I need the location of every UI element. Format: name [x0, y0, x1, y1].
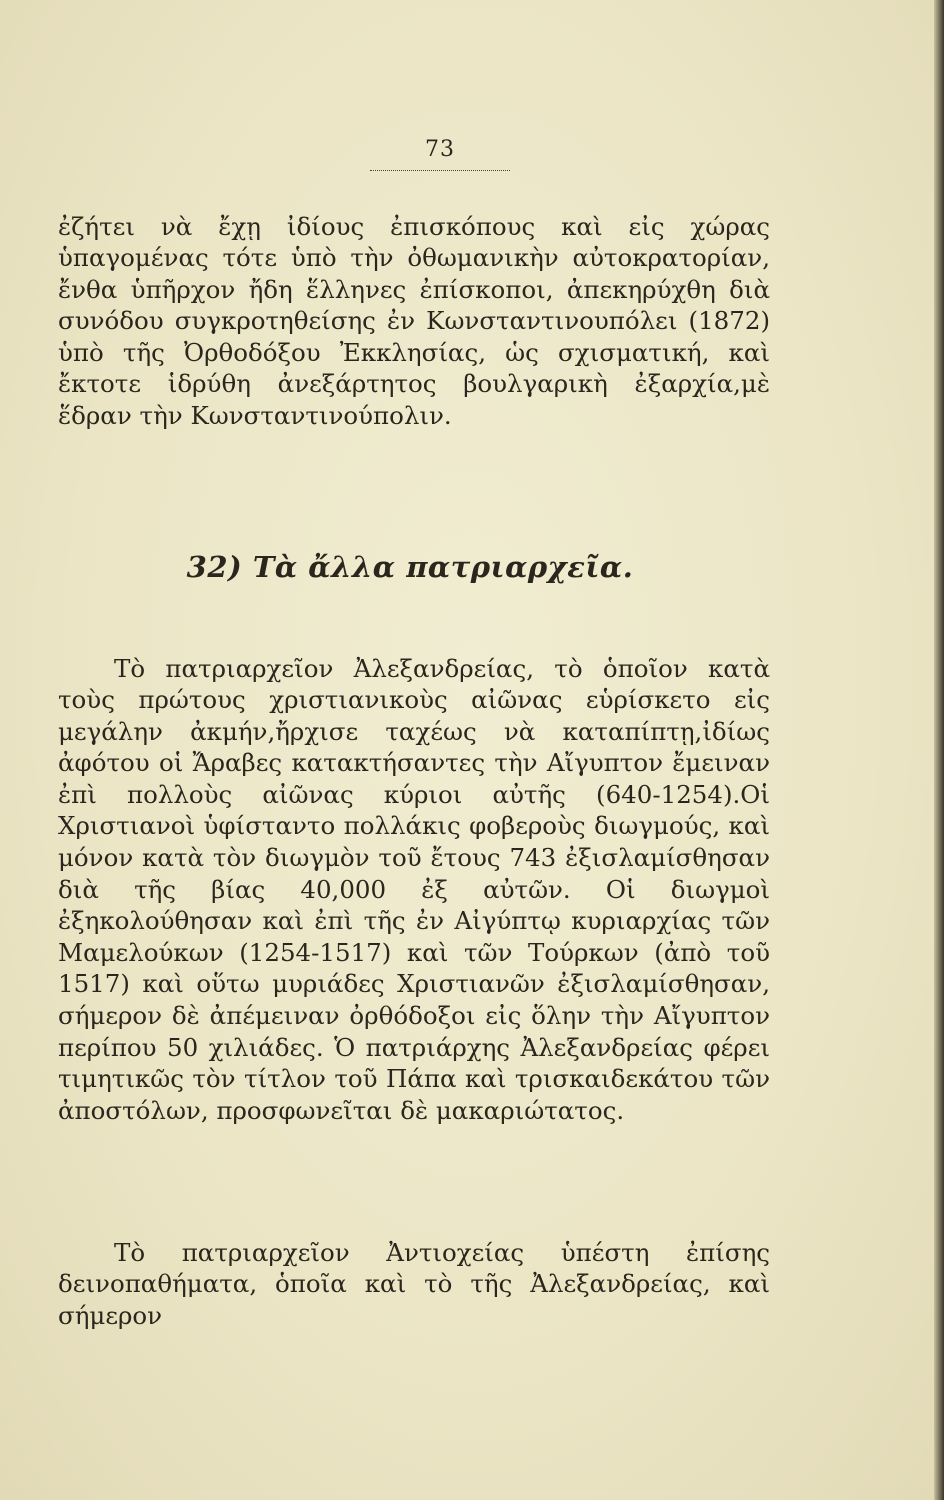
page-number: 73 [425, 137, 455, 162]
paragraph-alexandria: Τὸ πατριαρχεῖον Ἀλεξανδρείας, τὸ ὁποῖον κατὰ τοὺς πρώτους χριστιανικοὺς αἰῶνας εὑρίσκετο εἰς μεγάλην ἀκμήν,ἤρχισε ταχέως νὰ καταπίπτῃ,ἰδίως ἀφότου οἱ Ἄραβες κατακτήσαντες τὴν Αἴγυπτον ἔμειναν ἐπὶ πολλοὺς αἰῶνας κύριοι αὐτῆς (640-1254).Οἱ Χριστιανοὶ ὑφίσταντο πολλάκις φοβεροὺς διωγμούς, καὶ μόνον κατὰ τὸν διωγμὸν τοῦ ἔτους 743 ἐξισλαμίσθησαν διὰ τῆς βίας 40,000 ἐξ αὐτῶν. Οἱ διωγμοὶ ἐξηκολούθησαν καὶ ἐπὶ τῆς ἐν Αἰγύπτῳ κυριαρχίας τῶν Μαμελούκων (1254-1517) καὶ τῶν Τούρκων (ἀπὸ τοῦ 1517) καὶ οὕτω μυριάδες Χριστιανῶν ἐξισλαμίσθησαν, σήμερον δὲ ἀπέμειναν ὀρθόδοξοι εἰς ὅλην τὴν Αἴγυπτον περίπου 50 χιλιάδες. Ὁ πατριάρχης Ἀλεξανδρείας φέρει τιμητικῶς τὸν τίτλον τοῦ Πάπα καὶ τρισκαιδεκάτου τῶν ἀποστόλων, προσφωνεῖται δὲ μακαριώτατος. [58, 653, 770, 1125]
section-heading: 32) Τὰ ἄλλα πατριαρχεῖα. [186, 550, 634, 585]
page-edge-shadow [934, 0, 944, 1500]
paragraph-antioch: Τὸ πατριαρχεῖον Ἀντιοχείας ὑπέστη ἐπίσης δεινοπαθήματα, ὁποῖα καὶ τὸ τῆς Ἀλεξανδρείας, καὶ σήμερον [58, 1237, 770, 1330]
paragraph-continued: ἐζήτει νὰ ἔχῃ ἰδίους ἐπισκόπους καὶ εἰς χώρας ὑπαγομένας τότε ὑπὸ τὴν ὀθωμανικὴν αὐτοκρατορίαν, ἔνθα ὑπῆρχον ἤδη ἕλληνες ἐπίσκοποι, ἀπεκηρύχθη διὰ συνόδου συγκροτηθείσης ἐν Κωνσταντινουπόλει (1872) ὑπὸ τῆς Ὀρθοδόξου Ἐκκλησίας, ὡς σχισματική, καὶ ἔκτοτε ἱδρύθη ἀνεξάρτητος βουλγαρικὴ ἐξαρχία,μὲ ἕδραν τὴν Κωνσταντινούπολιν. [58, 211, 770, 431]
page-number-rule [370, 170, 510, 171]
